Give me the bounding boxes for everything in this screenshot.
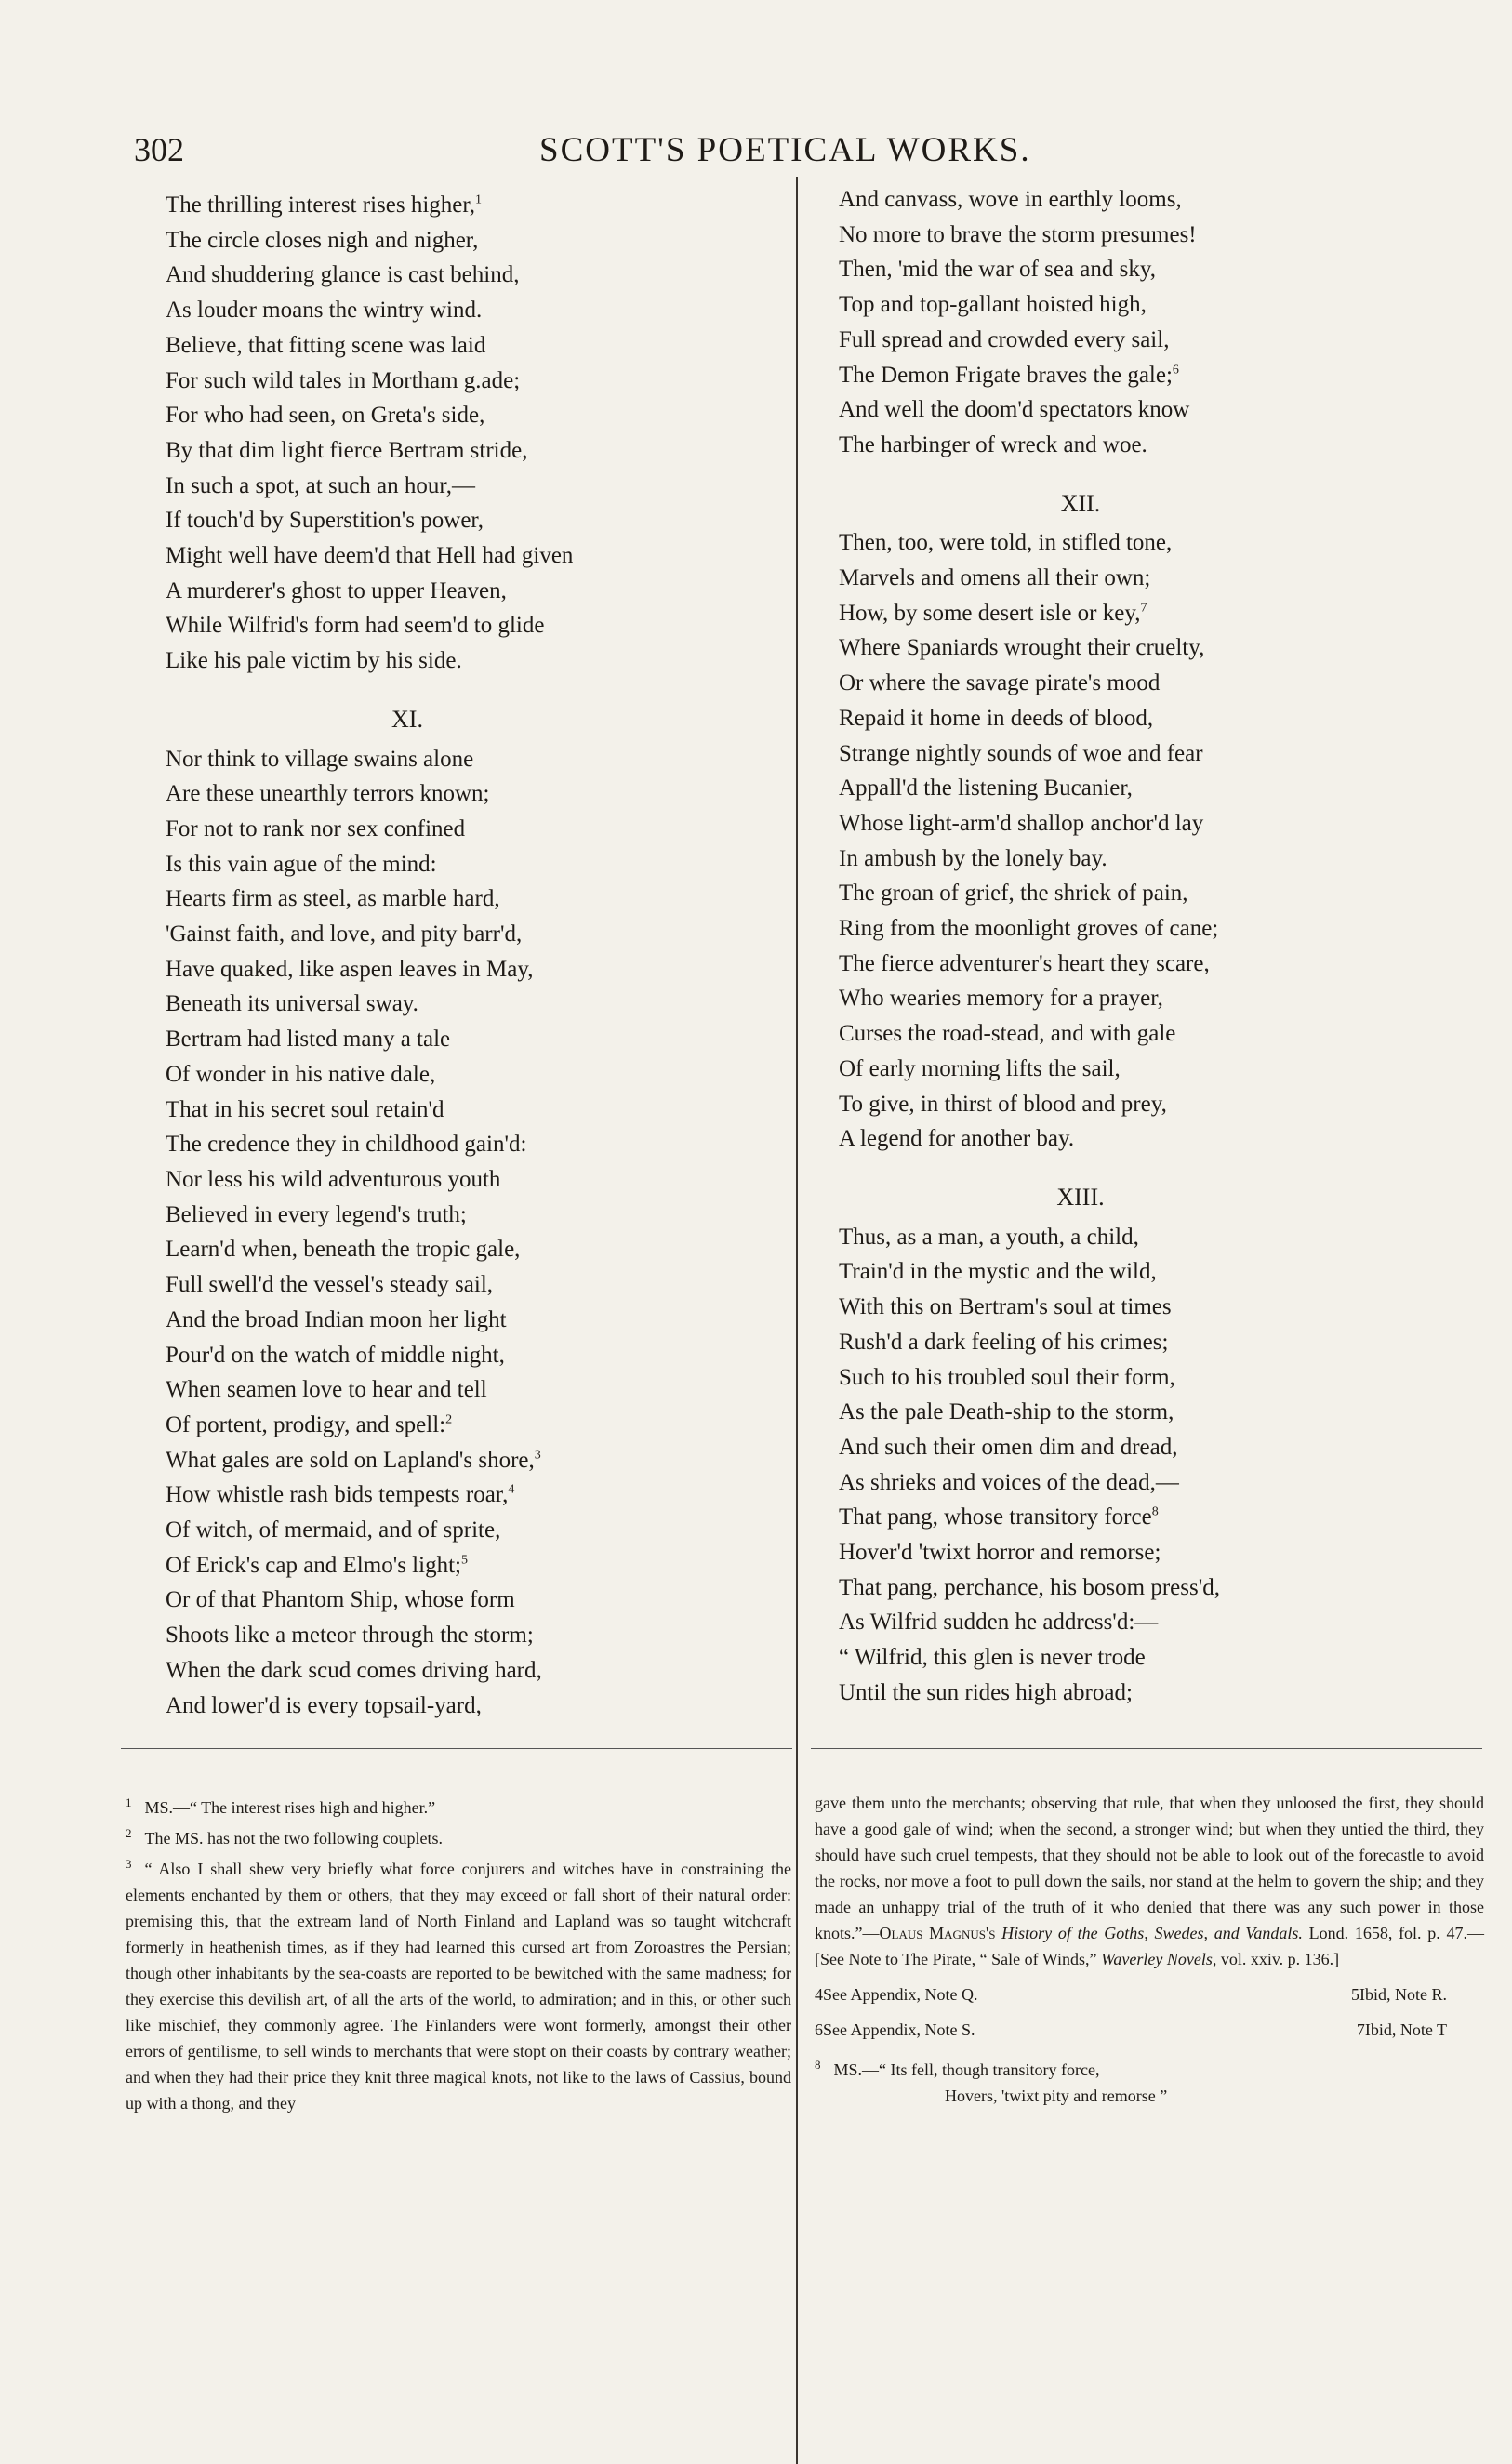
verse-line bbox=[839, 1290, 1434, 1325]
verse-text: For such wild tales in Mortham g.ade; bbox=[166, 367, 521, 393]
stanza-xi-continued bbox=[839, 182, 1434, 463]
verse-line bbox=[166, 1477, 779, 1513]
verse-text: What gales are sold on Lapland's shore, bbox=[166, 1447, 535, 1473]
verse-text: And well the doom'd spectators know bbox=[839, 397, 1190, 423]
verse-line bbox=[166, 503, 779, 538]
verse-line bbox=[166, 1408, 779, 1443]
stanza-number-xiii: XIII. bbox=[1056, 1183, 1105, 1211]
verse-text: Until the sun rides high abroad; bbox=[839, 1679, 1133, 1705]
verse-text: While Wilfrid's form had seem'd to glide bbox=[166, 613, 545, 639]
verse-text: No more to brave the storm presumes! bbox=[839, 221, 1197, 247]
verse-text: That pang, whose transitory force bbox=[839, 1504, 1152, 1530]
footnote-row-6-7 bbox=[815, 2017, 1484, 2043]
verse-line bbox=[166, 917, 779, 952]
verse-line bbox=[166, 881, 779, 917]
verse-line bbox=[166, 1162, 779, 1198]
footnote-4-text: See Appendix, Note Q. bbox=[823, 1985, 978, 2004]
verse-line bbox=[166, 364, 779, 399]
verse-line bbox=[839, 1535, 1434, 1570]
verse-line bbox=[839, 1052, 1434, 1087]
verse-text: Nor less his wild adventurous youth bbox=[166, 1166, 501, 1192]
verse-text: The harbinger of wreck and woe. bbox=[839, 431, 1147, 457]
stanza-xiii bbox=[839, 1220, 1434, 1711]
footnote-4-number: 4 bbox=[815, 1985, 823, 2004]
verse-text: That in his secret soul retain'd bbox=[166, 1096, 444, 1122]
verse-line bbox=[839, 1360, 1434, 1396]
verse-text: Hover'd 'twixt horror and remorse; bbox=[839, 1540, 1161, 1566]
left-stanza-x-end bbox=[166, 188, 779, 679]
verse-text: Shoots like a meteor through the storm; bbox=[166, 1623, 534, 1649]
verse-text: When the dark scud comes driving hard, bbox=[166, 1657, 542, 1683]
verse-line bbox=[166, 398, 779, 433]
verse-line bbox=[839, 1087, 1434, 1122]
footnote-2-number: 2 bbox=[126, 1826, 132, 1840]
verse-text: Bertram had listed many a tale bbox=[166, 1027, 451, 1053]
verse-text: Who wearies memory for a prayer, bbox=[839, 986, 1163, 1012]
verse-text: By that dim light fierce Bertram stride, bbox=[166, 437, 528, 463]
verse-line bbox=[166, 1232, 779, 1267]
verse-text: How whistle rash bids tempests roar, bbox=[166, 1482, 509, 1508]
verse-line bbox=[839, 701, 1434, 736]
verse-line bbox=[839, 218, 1434, 253]
verse-line bbox=[839, 947, 1434, 982]
verse-text: Or of that Phantom Ship, whose form bbox=[166, 1587, 515, 1613]
verse-text: The groan of grief, the shriek of pain, bbox=[839, 881, 1188, 907]
verse-text: In such a spot, at such an hour,— bbox=[166, 472, 475, 498]
verse-text: And shuddering glance is cast behind, bbox=[166, 262, 520, 288]
footnote-7-text: Ibid, Note T bbox=[1364, 2020, 1447, 2039]
verse-text: Strange nightly sounds of woe and fear bbox=[839, 740, 1203, 766]
verse-text: And the broad Indian moon her light bbox=[166, 1306, 507, 1332]
verse-text: As the pale Death-ship to the storm, bbox=[839, 1399, 1174, 1425]
verse-text: Such to his troubled soul their form, bbox=[839, 1364, 1175, 1390]
verse-text: Of Erick's cap and Elmo's light; bbox=[166, 1552, 461, 1578]
verse-line bbox=[166, 574, 779, 609]
verse-line bbox=[166, 293, 779, 328]
verse-line bbox=[166, 223, 779, 258]
verse-text: The fierce adventurer's heart they scare, bbox=[839, 950, 1210, 976]
verse-line bbox=[839, 1254, 1434, 1290]
footnote-6 bbox=[815, 2017, 975, 2043]
verse-line bbox=[839, 736, 1434, 772]
verse-line bbox=[839, 876, 1434, 911]
footnote-3-text: “ Also I shall shew very briefly what force conjurers and witches have in constraining the elements enchanted by them or others, that they may exceed or fall short of their natural order: premising this, that the extream land of North Finland and Lapland was so taught witchcraft formerly in heathenish times, as if they had learned this cursed art from Zoroastres the Persian; though other inhabitants by the sea-coasts are reported to be bewitched with the same madness; for they exercise this devilish art, of all the arts of the world, to admiration; and in this, or other such like mischief, they commonly agree. The Finlanders were wont formerly, amongst their other errors of gentilisme, to sell winds to merchants that were stopt on their coasts by contrary weather; and when they had their price they knit three magical knots, not like to the laws of Cassius, bound up with a thong, and they bbox=[126, 1860, 791, 2113]
footnote-2 bbox=[126, 1821, 791, 1851]
verse-text: How, by some desert isle or key, bbox=[839, 600, 1141, 626]
verse-text: If touch'd by Superstition's power, bbox=[166, 508, 484, 534]
verse-line bbox=[839, 806, 1434, 841]
verse-line bbox=[839, 911, 1434, 947]
footnote-5 bbox=[1351, 1981, 1447, 2007]
verse-text: Curses the road-stead, and with gale bbox=[839, 1021, 1176, 1047]
verse-text: A legend for another bay. bbox=[839, 1126, 1075, 1152]
verse-text: When seamen love to hear and tell bbox=[166, 1377, 487, 1403]
verse-text: Or where the savage pirate's mood bbox=[839, 670, 1161, 696]
verse-line bbox=[839, 1220, 1434, 1255]
footnote-marker[interactable]: 5 bbox=[460, 1553, 468, 1568]
verse-text: As shrieks and voices of the dead,— bbox=[839, 1469, 1179, 1495]
stanza-number-xi: XI. bbox=[391, 705, 423, 733]
verse-line bbox=[839, 1121, 1434, 1157]
footnote-marker[interactable]: 4 bbox=[508, 1482, 515, 1497]
footnote-8 bbox=[815, 2052, 1484, 2109]
stanza-number-xii: XII. bbox=[1060, 489, 1101, 517]
verse-text: Train'd in the mystic and the wild, bbox=[839, 1259, 1157, 1285]
footnote-1-number: 1 bbox=[126, 1795, 132, 1809]
verse-line bbox=[166, 1548, 779, 1583]
verse-line bbox=[166, 1443, 779, 1478]
verse-line bbox=[166, 1093, 779, 1128]
verse-text: Rush'd a dark feeling of his crimes; bbox=[839, 1329, 1169, 1355]
verse-text: Repaid it home in deeds of blood, bbox=[839, 705, 1154, 731]
verse-text: Learn'd when, beneath the tropic gale, bbox=[166, 1237, 521, 1263]
verse-line bbox=[839, 392, 1434, 428]
verse-text: Marvels and omens all their own; bbox=[839, 565, 1151, 591]
verse-text: Then, too, were told, in stifled tone, bbox=[839, 530, 1173, 556]
running-head: SCOTT'S POETICAL WORKS. bbox=[539, 131, 1031, 169]
footnote-6-number: 6 bbox=[815, 2020, 823, 2039]
verse-line bbox=[839, 596, 1434, 631]
verse-line bbox=[839, 1676, 1434, 1711]
verse-text: Like his pale victim by his side. bbox=[166, 648, 462, 674]
verse-text: Pour'd on the watch of middle night, bbox=[166, 1342, 505, 1368]
footnote-3-volume: vol. xxiv. p. 136.] bbox=[1220, 1950, 1340, 1968]
verse-text: The circle closes nigh and nigher, bbox=[166, 227, 479, 253]
verse-text: As louder moans the wintry wind. bbox=[166, 298, 483, 324]
verse-line bbox=[166, 1267, 779, 1303]
verse-text: Nor think to village swains alone bbox=[166, 746, 474, 772]
footnote-3-author: Olaus Magnus's bbox=[879, 1924, 996, 1942]
verse-text: With this on Bertram's soul at times bbox=[839, 1294, 1172, 1320]
verse-text: Of wonder in his native dale, bbox=[166, 1061, 436, 1087]
verse-line bbox=[166, 469, 779, 504]
verse-line bbox=[839, 1500, 1434, 1535]
verse-text: Whose light-arm'd shallop anchor'd lay bbox=[839, 810, 1204, 836]
verse-line bbox=[839, 252, 1434, 287]
footnote-3-waverley: Waverley Novels, bbox=[1101, 1950, 1217, 1968]
verse-line bbox=[166, 776, 779, 812]
footnote-rule-right bbox=[811, 1748, 1482, 1749]
stanza-xii bbox=[839, 525, 1434, 1157]
verse-line bbox=[166, 1127, 779, 1162]
verse-line bbox=[839, 1016, 1434, 1052]
footnotes-right bbox=[815, 1790, 1484, 2109]
verse-line bbox=[166, 258, 779, 293]
verse-line bbox=[839, 1325, 1434, 1360]
footnote-4 bbox=[815, 1981, 977, 2007]
verse-line bbox=[166, 1057, 779, 1093]
verse-line bbox=[839, 1465, 1434, 1501]
verse-text: Might well have deem'd that Hell had given bbox=[166, 543, 574, 569]
verse-text: Believed in every legend's truth; bbox=[166, 1201, 467, 1227]
footnote-7 bbox=[1357, 2017, 1447, 2043]
footnote-1-text: MS.—“ The interest rises high and higher.” bbox=[144, 1798, 436, 1817]
verse-text: Top and top-gallant hoisted high, bbox=[839, 292, 1147, 318]
footnote-2-text: The MS. has not the two following couplets. bbox=[144, 1829, 443, 1848]
verse-text: Full spread and crowded every sail, bbox=[839, 326, 1170, 352]
footnote-6-text: See Appendix, Note S. bbox=[823, 2020, 975, 2039]
verse-line bbox=[166, 812, 779, 847]
footnote-3-number: 3 bbox=[126, 1857, 132, 1871]
verse-line bbox=[839, 771, 1434, 806]
footnote-marker[interactable]: 3 bbox=[534, 1448, 541, 1463]
verse-line bbox=[839, 1640, 1434, 1676]
verse-line bbox=[166, 1689, 779, 1724]
verse-text: Ring from the moonlight groves of cane; bbox=[839, 916, 1219, 942]
verse-line bbox=[166, 608, 779, 643]
verse-line bbox=[839, 666, 1434, 701]
verse-line bbox=[839, 1570, 1434, 1606]
footnote-marker[interactable]: 6 bbox=[1172, 363, 1179, 378]
verse-text: Full swell'd the vessel's steady sail, bbox=[166, 1272, 494, 1298]
verse-line bbox=[839, 561, 1434, 596]
verse-line bbox=[166, 328, 779, 364]
verse-text: A murderer's ghost to upper Heaven, bbox=[166, 577, 507, 603]
verse-line bbox=[839, 1430, 1434, 1465]
verse-text: As Wilfrid sudden he address'd:— bbox=[839, 1610, 1159, 1636]
verse-line bbox=[166, 1198, 779, 1233]
footnote-marker[interactable]: 2 bbox=[445, 1412, 453, 1427]
page-header bbox=[121, 130, 1051, 186]
verse-line bbox=[166, 1618, 779, 1653]
verse-text: The thrilling interest rises higher, bbox=[166, 192, 475, 218]
verse-line bbox=[839, 1395, 1434, 1430]
footnotes-left bbox=[126, 1790, 791, 2116]
verse-text: Hearts firm as steel, as marble hard, bbox=[166, 886, 500, 912]
verse-text: Are these unearthly terrors known; bbox=[166, 781, 490, 807]
verse-line bbox=[839, 981, 1434, 1016]
verse-line bbox=[839, 841, 1434, 877]
right-column bbox=[839, 182, 1434, 1711]
footnote-3-continued bbox=[815, 1790, 1484, 1972]
footnote-rule-left bbox=[121, 1748, 792, 1749]
verse-line bbox=[166, 538, 779, 574]
verse-line bbox=[166, 1022, 779, 1057]
verse-line bbox=[166, 952, 779, 987]
page-number: 302 bbox=[134, 131, 184, 168]
footnote-5-number: 5 bbox=[1351, 1985, 1359, 2004]
column-divider bbox=[796, 177, 798, 2464]
verse-line bbox=[839, 287, 1434, 323]
footnote-marker[interactable]: 7 bbox=[1140, 601, 1147, 616]
verse-text: Where Spaniards wrought their cruelty, bbox=[839, 635, 1205, 661]
verse-line bbox=[166, 742, 779, 777]
verse-line bbox=[166, 1653, 779, 1689]
verse-text: Have quaked, like aspen leaves in May, bbox=[166, 956, 534, 982]
footnote-3-continued-text: gave them unto the merchants; observing that rule, that when they unloosed the first, they should have a good gale of wind; when the second, a stronger wind; but when they untied the third, they should have such cruel tempests, that they should not be able to look out of the forecastle to avoid the rocks, nor move a foot to pull down the sails, nor stand at the helm to govern the ship; and they made an unhappy trial of the truth of it who denied that there was any such power in those knots.”— bbox=[815, 1794, 1484, 1942]
footnote-7-number: 7 bbox=[1356, 2020, 1365, 2039]
verse-text: Of portent, prodigy, and spell: bbox=[166, 1411, 446, 1437]
verse-line bbox=[839, 428, 1434, 463]
verse-line bbox=[166, 987, 779, 1022]
verse-line bbox=[166, 1303, 779, 1338]
verse-line bbox=[166, 643, 779, 679]
verse-text: The credence they in childhood gain'd: bbox=[166, 1132, 527, 1158]
verse-line bbox=[839, 358, 1434, 393]
verse-text: The Demon Frigate braves the gale; bbox=[839, 362, 1173, 388]
verse-line bbox=[166, 433, 779, 469]
verse-text: Is this vain ague of the mind: bbox=[166, 851, 437, 877]
footnote-3-book-title: History of the Goths, Swedes, and Vandals. bbox=[1001, 1924, 1303, 1942]
verse-text: Of witch, of mermaid, and of sprite, bbox=[166, 1517, 501, 1543]
verse-text: 'Gainst faith, and love, and pity barr'd, bbox=[166, 921, 523, 947]
verse-line bbox=[839, 1605, 1434, 1640]
verse-line bbox=[839, 525, 1434, 561]
verse-line bbox=[166, 1338, 779, 1373]
verse-text: Beneath its universal sway. bbox=[166, 991, 418, 1017]
footnote-8-line-1: MS.—“ Its fell, though transitory force, bbox=[833, 2060, 1100, 2079]
left-column bbox=[166, 188, 779, 1723]
verse-line bbox=[839, 630, 1434, 666]
footnote-marker[interactable]: 1 bbox=[474, 192, 482, 207]
verse-line bbox=[839, 323, 1434, 358]
footnote-8-number: 8 bbox=[815, 2058, 821, 2072]
verse-text: For not to rank nor sex confined bbox=[166, 815, 466, 841]
verse-text: And such their omen dim and dread, bbox=[839, 1434, 1178, 1460]
verse-text: Appall'd the listening Bucanier, bbox=[839, 775, 1133, 801]
verse-text: To give, in thirst of blood and prey, bbox=[839, 1091, 1167, 1117]
verse-text: Then, 'mid the war of sea and sky, bbox=[839, 257, 1156, 283]
footnote-3-reference: Lond. 1658, fol. p. 47.—[See Note to The Pirate, “ Sale of Winds,” bbox=[815, 1924, 1484, 1968]
verse-line bbox=[166, 1372, 779, 1408]
verse-text: In ambush by the lonely bay. bbox=[839, 845, 1107, 871]
stanza-xi bbox=[166, 742, 779, 1724]
verse-text: That pang, perchance, his bosom press'd, bbox=[839, 1574, 1220, 1600]
verse-text: For who had seen, on Greta's side, bbox=[166, 403, 485, 429]
verse-text: Thus, as a man, a youth, a child, bbox=[839, 1224, 1139, 1250]
footnote-5-text: Ibid, Note R. bbox=[1359, 1985, 1447, 2004]
footnote-marker[interactable]: 8 bbox=[1151, 1504, 1159, 1519]
footnote-row-4-5 bbox=[815, 1981, 1484, 2007]
verse-text: And lower'd is every topsail-yard, bbox=[166, 1692, 482, 1718]
verse-line bbox=[166, 1513, 779, 1548]
verse-text: Of early morning lifts the sail, bbox=[839, 1055, 1121, 1081]
verse-text: Believe, that fitting scene was laid bbox=[166, 332, 486, 358]
verse-line bbox=[166, 847, 779, 882]
footnote-8-line-2: Hovers, 'twixt pity and remorse ” bbox=[945, 2086, 1168, 2105]
verse-line bbox=[166, 188, 779, 223]
footnote-3 bbox=[126, 1851, 791, 2116]
verse-text: And canvass, wove in earthly looms, bbox=[839, 187, 1182, 212]
verse-line bbox=[839, 182, 1434, 218]
verse-text: “ Wilfrid, this glen is never trode bbox=[839, 1645, 1146, 1671]
verse-line bbox=[166, 1583, 779, 1618]
footnote-1 bbox=[126, 1790, 791, 1821]
